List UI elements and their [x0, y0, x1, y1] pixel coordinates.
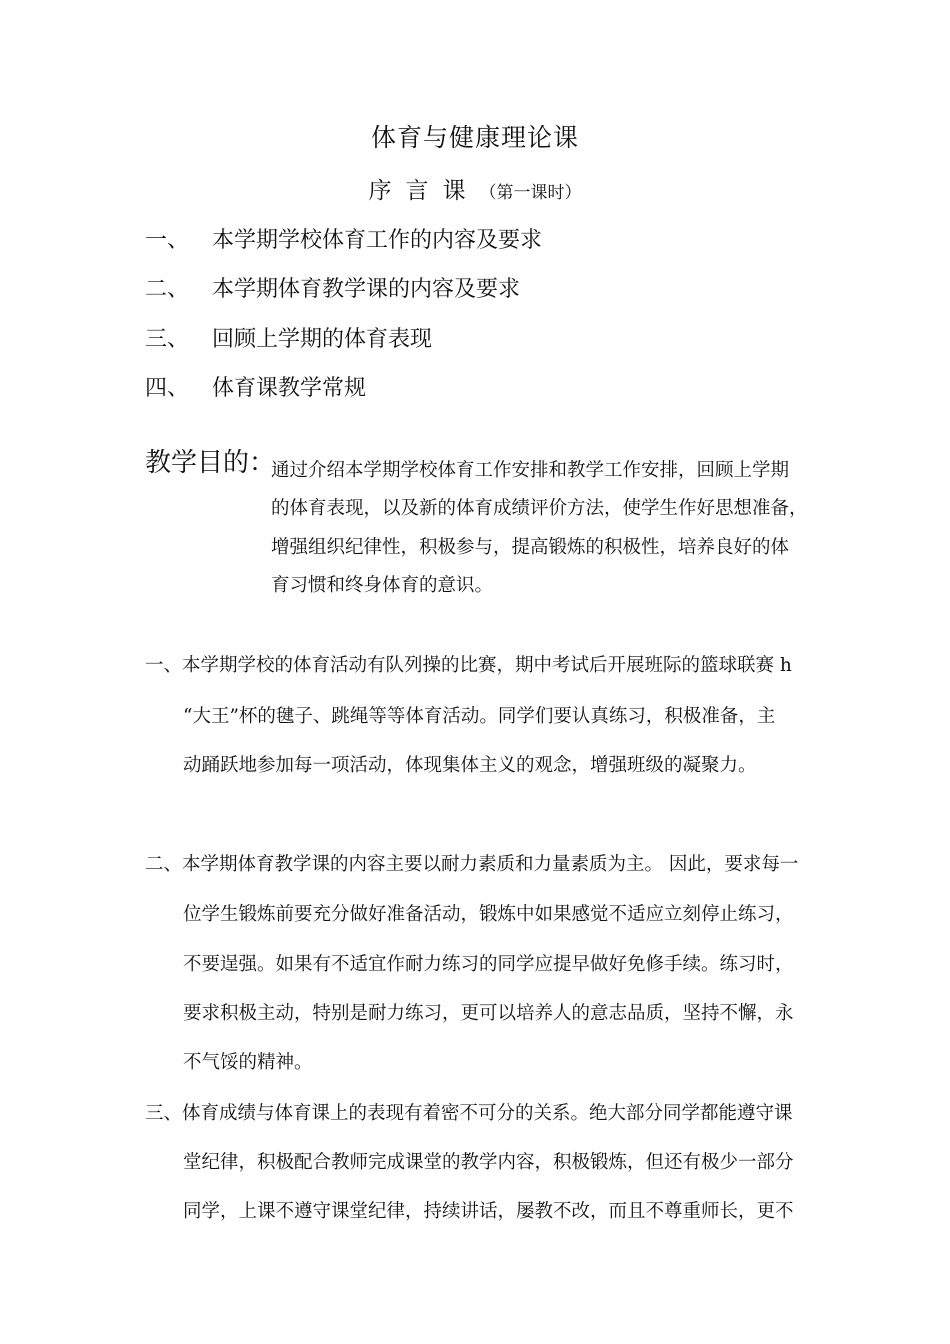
- outline-number: 三、: [145, 327, 190, 352]
- outline-number: 一、: [145, 228, 190, 253]
- paragraph-line: 不要逞强。如果有不适宜作耐力练习的同学应提早做好免修手续。练习时，: [183, 954, 794, 975]
- objective-label: 教学目的：: [145, 448, 276, 478]
- paragraph-line: 位学生锻炼前要充分做好准备活动，锻炼中如果感觉不适应立刻停止练习，: [183, 904, 794, 925]
- outline-text: 回顾上学期的体育表现: [212, 327, 433, 352]
- paragraph-line: 动踊跃地参加每一项活动，体现集体主义的观念，增强班级的凝聚力。: [183, 755, 757, 776]
- outline-number: 四、: [145, 376, 190, 401]
- paragraph-line: 不气馁的精神。: [183, 1052, 313, 1073]
- objective-line: 的体育表现，以及新的体育成绩评价方法，使学生作好思想准备，: [271, 498, 808, 519]
- paragraph-line: 堂纪律，积极配合教师完成课堂的教学内容，积极锻炼，但还有极少一部分: [183, 1152, 794, 1173]
- objective-line: 增强组织纪律性，积极参与，提高锻炼的积极性，培养良好的体: [271, 537, 790, 558]
- paragraph-line: 二、本学期体育教学课的内容主要以耐力素质和力量素质为主。 因此，要求每一: [145, 854, 799, 875]
- paragraph-line: 要求积极主动，特别是耐力练习，更可以培养人的意志品质，坚持不懈，永: [183, 1003, 794, 1024]
- lesson-subtitle: [0, 172, 950, 205]
- outline-number: 二、: [145, 277, 190, 302]
- objective-line: 育习惯和终身体育的意识。: [271, 575, 494, 596]
- document-title: 体育与健康理论课: [370, 123, 579, 152]
- outline-item: [145, 223, 542, 254]
- lesson-period-note: （第一课时）: [479, 183, 582, 203]
- outline-item: [145, 322, 432, 353]
- outline-text: 本学期学校体育工作的内容及要求: [212, 228, 543, 253]
- outline-item: [145, 371, 366, 402]
- paragraph-line: 一、本学期学校的体育活动有队列操的比赛，期中考试后开展班际的篮球联赛 h: [145, 655, 792, 676]
- outline-text: 体育课教学常规: [212, 376, 367, 401]
- outline-item: [145, 272, 520, 303]
- paragraph-line: 三、体育成绩与体育课上的表现有着密不可分的关系。绝大部分同学都能遵守课: [145, 1103, 793, 1124]
- lesson-name: 序言课: [368, 178, 480, 204]
- objective-line: 通过介绍本学期学校体育工作安排和教学工作安排，回顾上学期: [271, 460, 790, 481]
- paragraph-line: “大王”杯的毽子、跳绳等等体育活动。同学们要认真练习，积极准备，主: [183, 706, 776, 727]
- paragraph-line: 同学，上课不遵守课堂纪律，持续讲话，屡教不改，而且不尊重师长，更不: [183, 1201, 794, 1222]
- outline-text: 本学期体育教学课的内容及要求: [212, 277, 521, 302]
